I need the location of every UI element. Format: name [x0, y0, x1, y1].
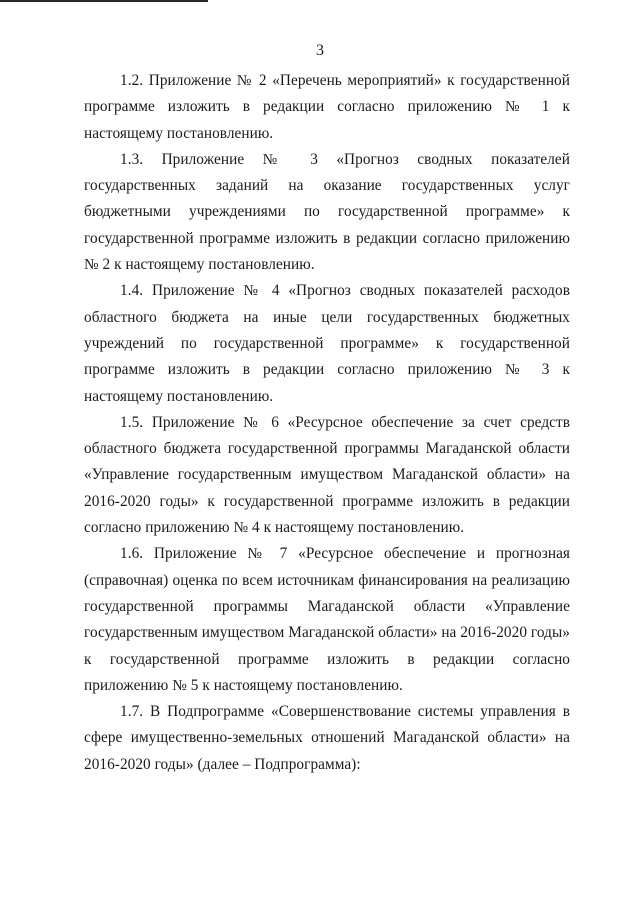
paragraph-1-7: 1.7. В Подпрограмме «Совершенствование системы управления в сфере имущественно-земельных отношений Магаданской области» на 2016-2020 годы» (далее – Подпрограмма): — [84, 703, 570, 773]
top-edge-rule — [0, 0, 208, 2]
paragraph-1-2: 1.2. Приложение № 2 «Перечень мероприятий» к государственной программе изложить в редакции согласно приложению № 1 к настоящему постановлению. — [84, 72, 570, 142]
paragraph-1-4: 1.4. Приложение № 4 «Прогноз сводных показателей расходов областного бюджета на иные цели государственных бюджетных учреждений по государственной программе» к государственной программе изложить в редакции согласно приложению № 3 к настоящему постановлению. — [84, 282, 570, 405]
page-number: 3 — [316, 42, 324, 59]
paragraph-1-5: 1.5. Приложение № 6 «Ресурсное обеспечение за счет средств областного бюджета государственной программы Магаданской области «Управление государственным имуществом Магаданской области» на 2016-2020 годы» к государственной программе изложить в редакции согласно приложению № 4 к настоящему постановлению. — [84, 413, 570, 537]
paragraph-1-3: 1.3. Приложение № 3 «Прогноз сводных показателей государственных заданий на оказание государственных услуг бюджетными учреждениями по государственной программе» к государственной программе изложить в редакции согласно приложению № 2 к настоящему постановлению. — [84, 150, 570, 274]
paragraph-1-6: 1.6. Приложение № 7 «Ресурсное обеспечение и прогнозная (справочная) оценка по всем источникам финансирования на реализацию государственной программы Магаданской области «Управление государственным имуществом Магаданской области» на 2016-2020 годы» к государственной программе изложить в редакции согласно приложению № 5 к настоящему постановлению. — [84, 545, 570, 694]
document-body — [84, 68, 570, 778]
